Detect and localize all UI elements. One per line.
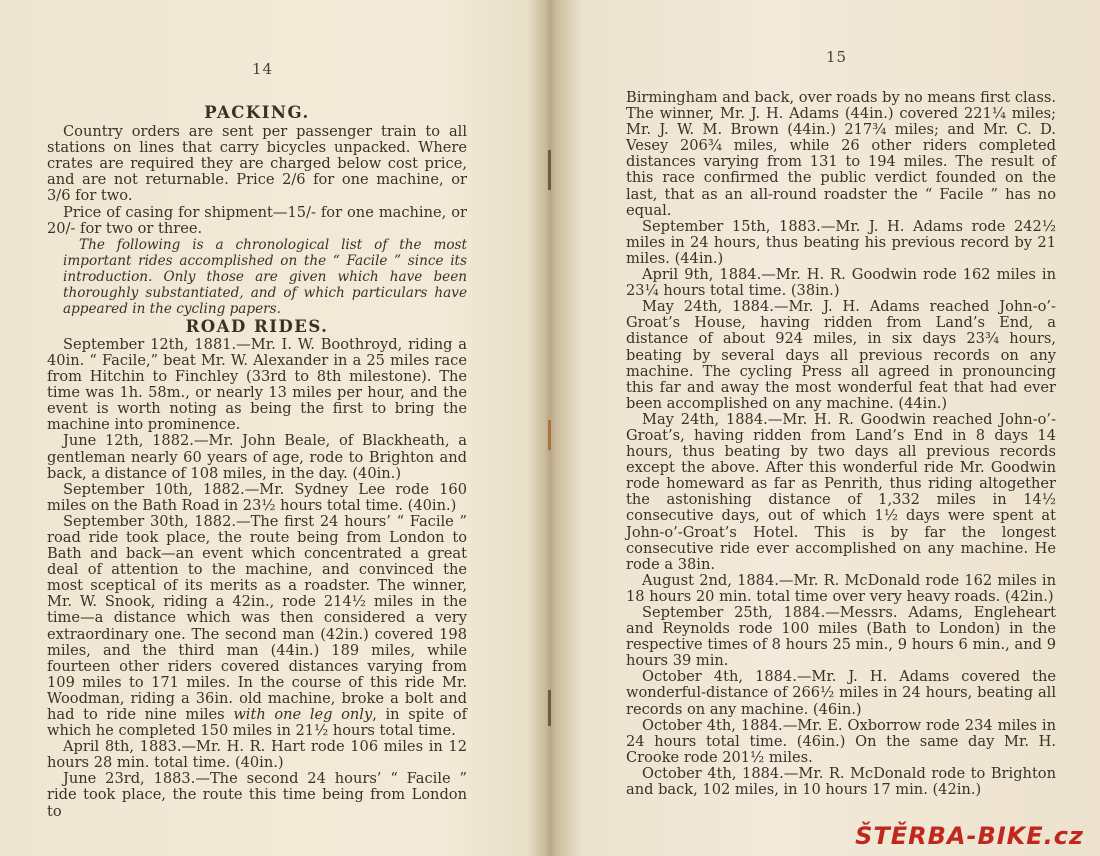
ride-entry: October 4th, 1884.—Mr. R. McDonald rode to Brighton and back, 102 miles, in 10 hours 17 min. (42in.) <box>626 764 1056 799</box>
watermark-suffix: -BIKE.cz <box>966 822 1084 850</box>
ride-entry: September 15th, 1883.—Mr. J. H. Adams rode 242½ miles in 24 hours, thus beating his previous record by 21 miles. (44in.) <box>626 217 1056 267</box>
ride-entry: April 8th, 1883.—Mr. H. R. Hart rode 106 miles in 12 hours 28 min. total time. (40in.) <box>47 738 467 772</box>
ride-entry: October 4th, 1884.—Mr. E. Oxborrow rode 234 miles in 24 hours total time. (46in.) On the same day Mr. H. Crooke rode 201½ miles. <box>626 716 1056 766</box>
sterba-bike-watermark <box>855 822 1084 850</box>
binding-thread <box>548 150 551 190</box>
ride-entry: May 24th, 1884.—Mr. H. R. Goodwin reached John-o’-Groat’s, having ridden from Land’s End in 8 days 14 hours, thus beating by two days all previous records except the above. After this wonderful ride Mr. Goodwin rode homeward as far as Penrith, thus riding altogether the astonishing distance of 1,332 miles in 14½ consecutive days, out of which 1½ days were spent at John-o’-Groat’s Hotel. This is by far the longest consecutive ride ever accomplished on any machine. He rode a 38in. <box>626 410 1056 573</box>
left-page-text <box>47 105 467 820</box>
ride-entry: June 23rd, 1883.—The second 24 hours’ “ Facile ” ride took place, the route this time being from London to <box>47 770 467 820</box>
ride-entry: September 12th, 1881.—Mr. I. W. Boothroyd, riding a 40in. “ Facile,” beat Mr. W. Alexander in a 25 miles race from Hitchin to Finchley (33rd to 8th milestone). The time was 1h. 58m., or nearly 13 miles per hour, and the event is worth noting as being the first to bring the machine into prominence. <box>47 335 467 434</box>
ride-entry-continued: Birmingham and back, over roads by no means first class. The winner, Mr. J. H. Adams (44in.) covered 221¼ miles; Mr. J. W. M. Brown (44in.) 217¾ miles; and Mr. C. D. Vesey 206¾ miles, while 26 other riders completed distances varying from 131 to 194 miles. The result of this race confirmed the public verdict founded on the last, that as an all-round roadster the “ Facile ” has no equal. <box>626 89 1056 219</box>
ride-entry: September 10th, 1882.—Mr. Sydney Lee rode 160 miles on the Bath Road in 23½ hours total time. (40in.) <box>47 480 467 514</box>
left-page <box>0 0 548 856</box>
ride-entry-text: September 30th, 1882.—The first 24 hours’ “ Facile ” road ride took place, the route being from London to Bath and back—an event which concentrated a great deal of attention to the machine, and convinced the most sceptical of its merits as a roadster. The winner, Mr. W. Snook, riding a 42in., rode 214½ miles in the time—a distance which was then considered a very extraordinary one. The second man (42in.) covered 198 miles, and the third man (44in.) 189 miles, while fourteen other riders covered distances varying from 109 miles to 171 miles. In the course of this ride Mr. Woodman, riding a 36in. old machine, broke a bolt and had to ride nine miles <box>47 512 467 723</box>
packing-paragraph-2: Price of casing for shipment—15/- for one machine, or 20/- for two or three. <box>47 203 467 237</box>
packing-heading: PACKING. <box>204 103 310 122</box>
right-page-text <box>626 90 1056 798</box>
ride-entry: September 25th, 1884.—Messrs. Adams, Engleheart and Reynolds rode 100 miles (Bath to London) in the respective times of 8 hours 25 min., 9 hours 6 min., and 9 hours 39 min. <box>626 604 1056 670</box>
binding-thread <box>548 420 551 450</box>
ride-entry-woodman <box>47 514 467 739</box>
right-page <box>552 0 1100 856</box>
ride-entry: May 24th, 1884.—Mr. J. H. Adams reached John-o’-Groat’s House, having ridden from Land’s End, a distance of about 924 miles, in six days 23¾ hours, beating by several days all previous records on any machine. The cycling Press all agreed in pronouncing this far and away the most wonderful feat that had ever been accomplished on any machine. (44in.) <box>626 298 1056 412</box>
binding-thread <box>548 690 551 726</box>
chronological-list-note: The following is a chronological list of the most important rides accomplished on the “ Facile ” since its introduction. Only those are given which have been thoroughly substantiated, and of which particulars have appeared in the cycling papers. <box>63 236 467 317</box>
watermark-name: ŠTĚRBA <box>855 822 967 850</box>
ride-entry-text-end: , in spite of which he completed 150 miles in 21½ hours total time. <box>47 706 468 740</box>
packing-paragraph-1: Country orders are sent per passenger train to all stations on lines that carry bicycles unpacked. Where crates are required they are charged below cost price, and are not returnable. Price 2/6 for one machine, or 3/6 for two. <box>47 123 467 205</box>
ride-entry: August 2nd, 1884.—Mr. R. McDonald rode 162 miles in 18 hours 20 min. total time over very heavy roads. (42in.) <box>626 571 1056 605</box>
page-number-left: 14 <box>252 60 274 78</box>
ride-entry: April 9th, 1884.—Mr. H. R. Goodwin rode 162 miles in 23¼ hours total time. (38in.) <box>626 266 1056 300</box>
page-number-right: 15 <box>826 48 848 66</box>
ride-entry-italic: with one leg only <box>233 706 373 723</box>
ride-entry: June 12th, 1882.—Mr. John Beale, of Blackheath, a gentleman nearly 60 years of age, rode to Brighton and back, a distance of 108 miles, in the day. (40in.) <box>47 432 467 482</box>
road-rides-heading: ROAD RIDES. <box>185 316 329 336</box>
ride-entry: October 4th, 1884.—Mr. J. H. Adams covered the wonderful-distance of 266½ miles in 24 hours, beating all records on any machine. (46in.) <box>626 668 1056 718</box>
